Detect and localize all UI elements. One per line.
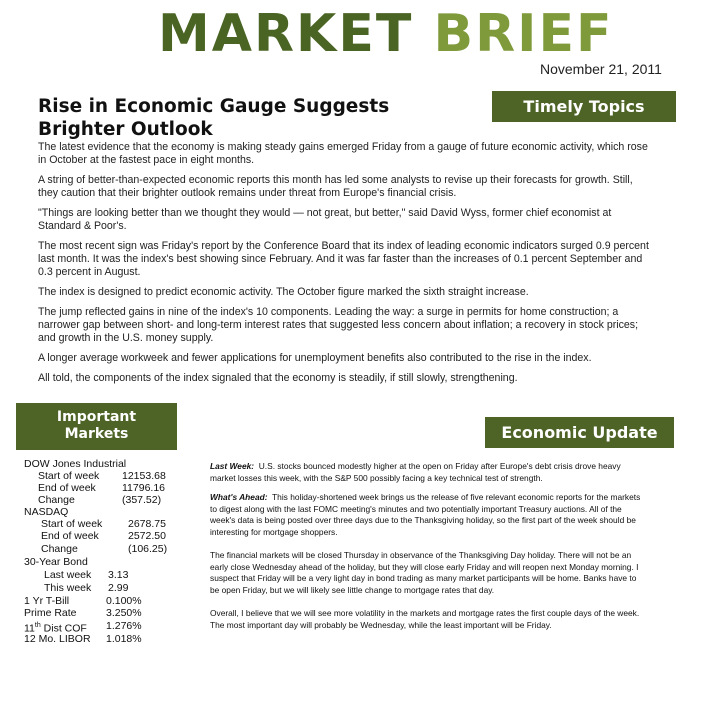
article-paragraph: A longer average workweek and fewer applications for unemployment benefits also contributed to the rise in the index.	[38, 352, 592, 364]
article-paragraph: The index is designed to predict economic activity. The October figure marked the sixth straight increase.	[38, 286, 529, 298]
econ-last-week-text: U.S. stocks bounced modestly higher at the open on Friday after Europe's debt crisis drove heavy market losses this week, with the S&P 500 possibly facing a key technical test of strength.	[210, 461, 621, 483]
cof-label-sup: th	[34, 622, 41, 629]
important-markets-header	[16, 403, 177, 450]
bond-last-label: Last week	[44, 569, 92, 581]
dow-end-label: End of week	[38, 482, 96, 494]
libor-value: 1.018%	[106, 633, 142, 645]
econ-paragraph: Overall, I believe that we will see more volatility in the markets and mortgage rates the first couple days of the week. The most important day will probably be Wednesday, while the least important will be Friday.	[210, 608, 640, 630]
prime-label: Prime Rate	[24, 607, 77, 619]
nasdaq-change-label: Change	[41, 543, 78, 555]
bond-title: 30-Year Bond	[24, 556, 88, 568]
nasdaq-change-value: (106.25)	[128, 543, 168, 555]
econ-last-week	[210, 461, 645, 484]
important-markets-line2: Markets	[64, 426, 129, 442]
economic-update-body	[210, 461, 645, 639]
dow-title: DOW Jones Industrial	[24, 458, 127, 470]
dow-change-value: (357.52)	[122, 494, 162, 506]
dow-start-value: 12153.68	[122, 470, 166, 482]
timely-topics-header: Timely Topics	[492, 91, 676, 122]
tbill-value: 0.100%	[106, 595, 142, 607]
important-markets-line1: Important	[56, 409, 137, 425]
article-paragraph: "Things are looking better than we thought they would — not great, but better," said David Wyss, former chief economist at Standard & Poor's.	[38, 207, 612, 232]
tbill-label: 1 Yr T-Bill	[24, 595, 70, 607]
cof-label-rest: Dist COF	[40, 622, 87, 635]
article-paragraph: The most recent sign was Friday's report by the Conference Board that its index of leading economic indicators surged 0.9 percent last month. It was the index's best showing since February. And it was far faster than the increases of 0.1 percent September and 0.3 percent in August.	[38, 240, 649, 278]
article-paragraph: A string of better-than-expected economic reports this month has led some analysts to revise up their forecasts for growth. Still, they caution that their brighter outlook remains under threat from Europe's financial crisis.	[38, 174, 633, 199]
dow-end-value: 11796.16	[122, 482, 166, 494]
article-paragraph: The jump reflected gains in nine of the index's 10 components. Leading the way: a surge in permits for home construction; a narrower gap between short- and long-term interest rates that suggested less concern about inflation; a recovery in stock prices; and growth in the U.S. money supply.	[38, 306, 639, 344]
article-paragraph: All told, the components of the index signaled that the economy is steadily, if still slowly, strengthening.	[38, 372, 518, 384]
economic-update-header: Economic Update	[485, 417, 674, 448]
dow-start-label: Start of week	[38, 470, 100, 482]
issue-date: November 21, 2011	[540, 61, 662, 77]
libor-label: 12 Mo. LIBOR	[24, 633, 91, 645]
bond-last-value: 3.13	[108, 569, 129, 581]
nasdaq-title: NASDAQ	[24, 506, 69, 518]
bond-this-value: 2.99	[108, 582, 129, 594]
nasdaq-start-value: 2678.75	[128, 518, 166, 530]
nasdaq-end-label: End of week	[41, 530, 99, 542]
dow-change-label: Change	[38, 494, 75, 506]
masthead-word-brief: BRIEF	[433, 4, 614, 64]
article-headline: Rise in Economic Gauge Suggests Brighter Outlook	[38, 96, 390, 140]
article-body	[38, 141, 650, 392]
econ-whats-ahead	[210, 492, 645, 538]
masthead-word-market: MARKET	[158, 4, 414, 64]
econ-last-week-label: Last Week:	[210, 461, 255, 471]
article-paragraph: The latest evidence that the economy is making steady gains emerged Friday from a gauge of future economic activity, which rose in October at the fastest pace in eight months.	[38, 141, 648, 166]
nasdaq-end-value: 2572.50	[128, 530, 166, 542]
prime-value: 3.250%	[106, 607, 142, 619]
masthead	[158, 4, 614, 64]
econ-whats-ahead-label: What's Ahead:	[210, 492, 268, 502]
cof-label-num: 11	[24, 622, 35, 635]
bond-this-label: This week	[44, 582, 92, 594]
econ-whats-ahead-text: This holiday-shortened week brings us the release of five relevant economic reports for the markets to digest along with the last FOMC meeting's minutes and two potentially important Treasury auctions. All of the week's data is being posted over three days due to the Thanksgiving holiday, so the first part of the week should be interesting for mortgage shoppers.	[210, 492, 641, 537]
cof-value: 1.276%	[106, 620, 142, 632]
nasdaq-start-label: Start of week	[41, 518, 103, 530]
econ-paragraph: The financial markets will be closed Thursday in observance of the Thanksgiving Day holiday. There will not be an early close Wednesday ahead of the holiday, but they will close early Friday and will reopen next Monday morning. I suspect that Friday will be a very light day in bond trading as many market participants will be home. Banks have to be open Friday, but we will likely see little change to mortgage rates that day.	[210, 550, 639, 595]
